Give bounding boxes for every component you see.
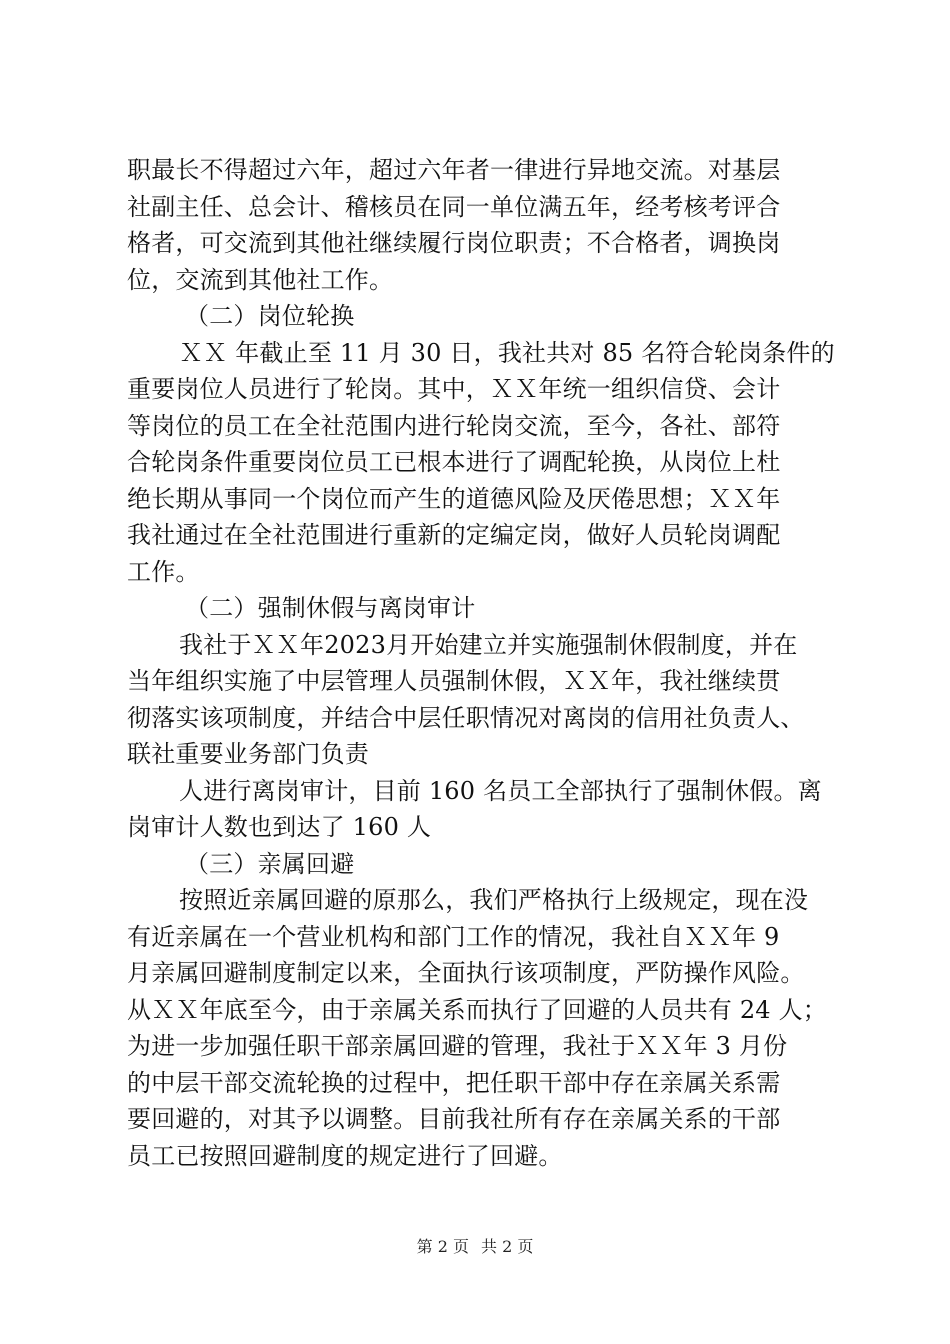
text-line: 我社通过在全社范围进行重新的定编定岗，做好人员轮岗调配 (127, 521, 781, 549)
section-heading: （二）强制休假与离岗审计 (185, 594, 476, 622)
text-line: 按照近亲属回避的原那么，我们严格执行上级规定，现在没 (179, 886, 809, 914)
text-line: 社副主任、总会计、稽核员在同一单位满五年，经考核考评合 (127, 192, 781, 221)
text-line: 彻落实该项制度，并结合中层任职情况对离岗的信用社负责人、 (127, 703, 805, 732)
text-line: 月亲属回避制度制定以来，全面执行该项制度，严防操作风险。 (127, 959, 805, 987)
text-line: 有近亲属在一个营业机构和部门工作的情况，我社自ＸＸ年 9 (127, 922, 780, 951)
text-line: 位，交流到其他社工作。 (127, 265, 394, 294)
page-number: 第 2 页 (416, 1237, 469, 1256)
text-line: 我社于ＸＸ年2023月开始建立并实施强制休假制度，并在 (179, 630, 798, 659)
document-body (127, 152, 835, 1174)
text-line: 格者，可交流到其他社继续履行岗位职责；不合格者，调换岗 (127, 229, 781, 257)
text-line: 绝长期从事同一个岗位而产生的道德风险及厌倦思想；ＸＸ年 (127, 484, 781, 513)
text-line: 等岗位的员工在全社范围内进行轮岗交流，至今，各社、部符 (127, 411, 781, 440)
page-total: 共 2 页 (481, 1237, 534, 1256)
text-line: 岗审计人数也到达了 160 人 (127, 813, 432, 841)
text-line: 从ＸＸ年底至今，由于亲属关系而执行了回避的人员共有 24 人； (127, 995, 827, 1024)
text-line: 职最长不得超过六年，超过六年者一律进行异地交流。对基层 (127, 156, 781, 184)
text-line: 工作。 (127, 557, 200, 586)
text-line: 合轮岗条件重要岗位员工已根本进行了调配轮换，从岗位上杜 (127, 448, 781, 476)
section-heading: （三）亲属回避 (185, 849, 355, 878)
text-line: 重要岗位人员进行了轮岗。其中，ＸＸ年统一组织信贷、会计 (127, 375, 781, 403)
text-line: 当年组织实施了中层管理人员强制休假，ＸＸ年，我社继续贯 (127, 667, 781, 695)
text-line: 的中层干部交流轮换的过程中，把任职干部中存在亲属关系需 (127, 1068, 781, 1097)
text-line: 员工已按照回避制度的规定进行了回避。 (127, 1141, 563, 1170)
text-line: ＸＸ 年截止至 11 月 30 日，我社共对 85 名符合轮岗条件的 (179, 338, 835, 367)
page-footer (0, 1237, 950, 1257)
text-line: 要回避的，对其予以调整。目前我社所有存在亲属关系的干部 (127, 1105, 781, 1133)
section-heading: （二）岗位轮换 (185, 302, 355, 330)
text-line: 联社重要业务部门负责 (127, 740, 369, 768)
text-line: 为进一步加强任职干部亲属回避的管理，我社于ＸＸ年 3 月份 (127, 1032, 788, 1060)
text-line: 人进行离岗审计，目前 160 名员工全部执行了强制休假。离 (179, 776, 822, 805)
